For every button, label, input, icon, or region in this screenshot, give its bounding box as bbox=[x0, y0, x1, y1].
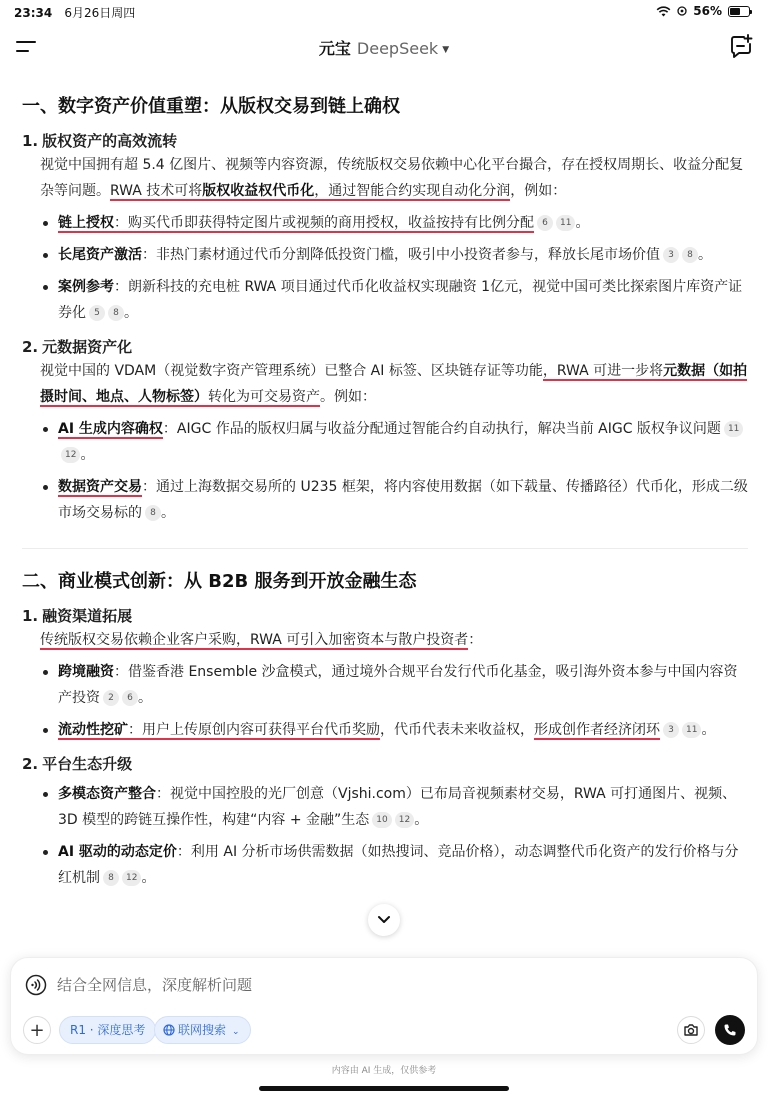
globe-icon bbox=[163, 1024, 175, 1036]
list-item: AI 驱动的动态定价：利用 AI 分析市场供需数据（如热搜词、竞品价格），动态调整代币化资产的发行价格与分红机制 8 12 。 bbox=[40, 839, 748, 891]
section-2 bbox=[22, 569, 748, 891]
citation-badge[interactable]: 6 bbox=[122, 690, 138, 706]
citation-badge[interactable]: 3 bbox=[663, 247, 679, 263]
subsection-title: 1. 版权资产的高效流转 bbox=[22, 132, 178, 150]
battery-icon bbox=[728, 6, 750, 17]
citation-badge[interactable]: 6 bbox=[537, 215, 553, 231]
paragraph: 视觉中国拥有超 5.4 亿图片、视频等内容资源，传统版权交易依赖中心化平台撮合，存在授权周期长、收益分配复杂等问题。RWA 技术可将版权收益权代币化，通过智能合约实现自动化分润，例如： bbox=[40, 157, 744, 199]
voice-call-button[interactable] bbox=[715, 1015, 745, 1045]
camera-icon bbox=[683, 1023, 699, 1037]
subsection-title: 1. 融资渠道拓展 bbox=[22, 607, 133, 625]
camera-button[interactable] bbox=[677, 1016, 705, 1044]
list-item: AI 生成内容确权：AIGC 作品的版权归属与收益分配通过智能合约自动执行，解决当前 AIGC 版权争议问题 1112 。 bbox=[40, 416, 748, 468]
section-title: 二、商业模式创新：从 B2B 服务到开放金融生态 bbox=[22, 571, 417, 592]
bullet-list bbox=[22, 416, 748, 526]
section-title: 一、数字资产价值重塑：从版权交易到链上确权 bbox=[22, 96, 400, 117]
citation-badge[interactable]: 11 bbox=[682, 722, 701, 738]
list-item: 数据资产交易：通过上海数据交易所的 U235 框架，将内容使用数据（如下载量、传播路径）代币化，形成二级市场交易标的 8 。 bbox=[40, 474, 748, 526]
web-search-label: 联网搜索 bbox=[178, 1023, 227, 1037]
section-1 bbox=[22, 94, 748, 549]
list-item: 案例参考：朗新科技的充电桩 RWA 项目通过代币化收益权实现融资 1亿元，视觉中国可类比探索图片库资产证券化 5 8 。 bbox=[40, 274, 748, 326]
citation-badge[interactable]: 8 bbox=[103, 870, 119, 886]
ai-disclaimer: 内容由 AI 生成，仅供参考 bbox=[331, 1066, 437, 1076]
model-name: DeepSeek bbox=[356, 39, 439, 58]
citation-badge[interactable]: 5 bbox=[89, 305, 105, 321]
deep-think-toggle[interactable]: R1 · 深度思考 bbox=[59, 1016, 156, 1044]
phone-icon bbox=[723, 1023, 737, 1037]
citation-badge[interactable]: 11 bbox=[556, 215, 575, 231]
status-time: 23:34 bbox=[14, 6, 53, 20]
citation-badge[interactable]: 8 bbox=[108, 305, 124, 321]
list-item: 多模态资产整合：视觉中国控股的光厂创意（Vjshi.com）已布局音视频素材交易，RWA 可打通图片、视频、3D 模型的跨链互操作性，构建“内容 + 金融”生态 10 12 。 bbox=[40, 781, 748, 833]
citation-badge[interactable]: 8 bbox=[145, 505, 161, 521]
plus-icon: + bbox=[29, 1019, 45, 1041]
citation-badge[interactable]: 12 bbox=[122, 870, 141, 886]
battery-fill bbox=[730, 8, 740, 15]
bullet-list bbox=[22, 210, 748, 326]
list-item: 跨境融资：借鉴香港 Ensemble 沙盒模式，通过境外合规平台发行代币化基金，吸引海外资本参与中国内容资产投资 2 6 。 bbox=[40, 659, 748, 711]
list-item: 链上授权：购买代币即获得特定图片或视频的商用授权，收益按持有比例分配 6 11 。 bbox=[40, 210, 748, 236]
app-brand: 元宝 bbox=[318, 39, 351, 58]
citation-badge[interactable]: 12 bbox=[61, 447, 80, 463]
caret-down-icon: ▼ bbox=[442, 45, 450, 55]
chevron-down-icon bbox=[377, 915, 391, 925]
status-date: 6月26日周四 bbox=[64, 6, 136, 20]
subsection-title: 2. 元数据资产化 bbox=[22, 338, 133, 356]
subsection-title: 2. 平台生态升级 bbox=[22, 755, 133, 773]
model-selector[interactable] bbox=[0, 36, 768, 59]
message-input[interactable] bbox=[57, 974, 657, 996]
citation-badge[interactable]: 2 bbox=[103, 690, 119, 706]
new-chat-icon[interactable] bbox=[728, 33, 754, 59]
paragraph: 视觉中国的 VDAM（视觉数字资产管理系统）已整合 AI 标签、区块链存证等功能，RWA 可进一步将元数据（如拍摄时间、地点、人物标签）转化为可交易资产。例如： bbox=[40, 363, 748, 405]
web-search-toggle[interactable] bbox=[154, 1016, 251, 1044]
list-item: 长尾资产激活：非热门素材通过代币分割降低投资门槛，吸引中小投资者参与，释放长尾市场价值 3 8 。 bbox=[40, 242, 748, 268]
voice-icon[interactable] bbox=[25, 974, 47, 996]
paragraph: 传统版权交易依赖企业客户采购，RWA 可引入加密资本与散户投资者： bbox=[40, 632, 483, 648]
chevron-down-icon[interactable]: ⌄ bbox=[232, 1027, 240, 1037]
bullet-list bbox=[22, 781, 748, 891]
composer bbox=[10, 957, 758, 1055]
list-item: 流动性挖矿：用户上传原创内容可获得平台代币奖励，代币代表未来收益权，形成创作者经济闭环 3 11 。 bbox=[40, 717, 748, 743]
section-divider bbox=[22, 548, 748, 549]
location-icon bbox=[677, 6, 687, 16]
citation-badge[interactable]: 12 bbox=[395, 812, 414, 828]
status-bar bbox=[0, 0, 768, 24]
wifi-icon bbox=[656, 5, 671, 17]
citation-badge[interactable]: 10 bbox=[372, 812, 391, 828]
scroll-down-button[interactable] bbox=[368, 904, 400, 936]
top-bar bbox=[0, 28, 768, 66]
add-attachment-button[interactable] bbox=[23, 1016, 51, 1044]
bullet-list bbox=[22, 659, 748, 743]
citation-badge[interactable]: 11 bbox=[724, 421, 743, 437]
chat-response bbox=[22, 74, 748, 891]
home-indicator[interactable] bbox=[259, 1086, 509, 1091]
citation-badge[interactable]: 8 bbox=[682, 247, 698, 263]
battery-percent: 56% bbox=[693, 4, 722, 18]
citation-badge[interactable]: 3 bbox=[663, 722, 679, 738]
